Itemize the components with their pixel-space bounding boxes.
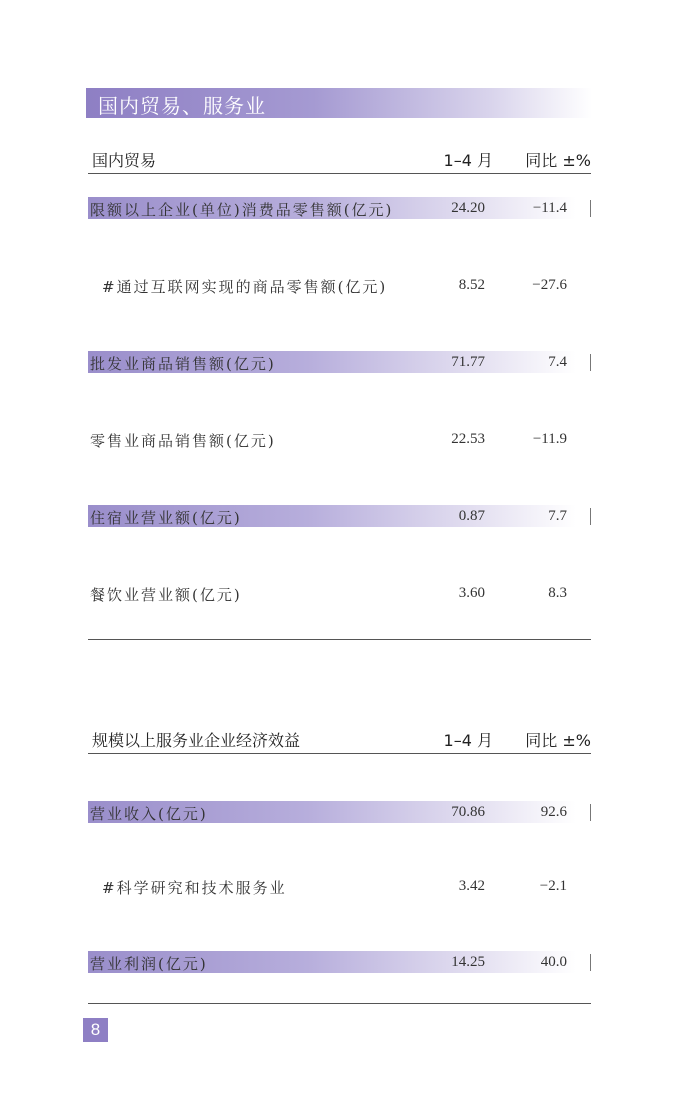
row-yoy: 40.0	[540, 954, 567, 970]
row-tick	[590, 804, 591, 821]
table-header	[88, 143, 591, 174]
row-tick	[590, 200, 591, 217]
row-value: 8.52	[458, 277, 485, 293]
row-label: 零售业商品销售额(亿元)	[90, 432, 276, 450]
row-yoy: 8.3	[548, 585, 567, 601]
row-tick	[590, 354, 591, 371]
services-table	[88, 723, 591, 1003]
row-tick	[590, 954, 591, 971]
row-label: #科学研究和技术服务业	[102, 879, 287, 897]
row-yoy: −11.9	[532, 431, 567, 447]
table-row	[88, 951, 591, 973]
row-label: 限额以上企业(单位)消费品零售额(亿元)	[90, 201, 394, 219]
section-banner	[86, 88, 592, 118]
row-label: #通过互联网实现的商品零售额(亿元)	[102, 278, 388, 296]
yoy-header: 同比 ±%	[525, 731, 591, 750]
section-title: 国内贸易、服务业	[98, 94, 266, 118]
row-value: 24.20	[451, 200, 485, 216]
table-row	[88, 875, 591, 897]
table-header	[88, 723, 591, 754]
row-yoy: −2.1	[539, 878, 567, 894]
row-value: 3.42	[458, 878, 485, 894]
table-row	[88, 582, 591, 604]
table-row	[88, 505, 591, 527]
table-title: 规模以上服务业企业经济效益	[92, 731, 301, 750]
yoy-header: 同比 ±%	[525, 151, 591, 170]
table-row	[88, 197, 591, 219]
row-label: 营业利润(亿元)	[90, 955, 208, 973]
row-value: 0.87	[458, 508, 485, 524]
row-yoy: 92.6	[540, 804, 567, 820]
table-bottom-rule	[88, 1003, 591, 1004]
row-tick	[590, 508, 591, 525]
table-title: 国内贸易	[92, 151, 157, 170]
table-row	[88, 428, 591, 450]
domestic-trade-table	[88, 143, 591, 640]
row-yoy: 7.7	[548, 508, 567, 524]
row-yoy: −11.4	[532, 200, 567, 216]
table-row	[88, 801, 591, 823]
table-row	[88, 351, 591, 373]
row-label: 住宿业营业额(亿元)	[90, 509, 242, 527]
row-value: 71.77	[451, 354, 485, 370]
row-label: 餐饮业营业额(亿元)	[90, 586, 242, 604]
row-value: 70.86	[451, 804, 485, 820]
row-value: 14.25	[451, 954, 485, 970]
table-bottom-rule	[88, 639, 591, 640]
row-yoy: −27.6	[532, 277, 567, 293]
row-label: 批发业商品销售额(亿元)	[90, 355, 276, 373]
table-row	[88, 274, 591, 296]
row-value: 3.60	[458, 585, 485, 601]
row-label: 营业收入(亿元)	[90, 805, 208, 823]
period-header: 1–4 月	[443, 731, 493, 750]
row-yoy: 7.4	[548, 354, 567, 370]
row-value: 22.53	[451, 431, 485, 447]
period-header: 1–4 月	[443, 151, 493, 170]
page-number: 8	[83, 1018, 108, 1042]
